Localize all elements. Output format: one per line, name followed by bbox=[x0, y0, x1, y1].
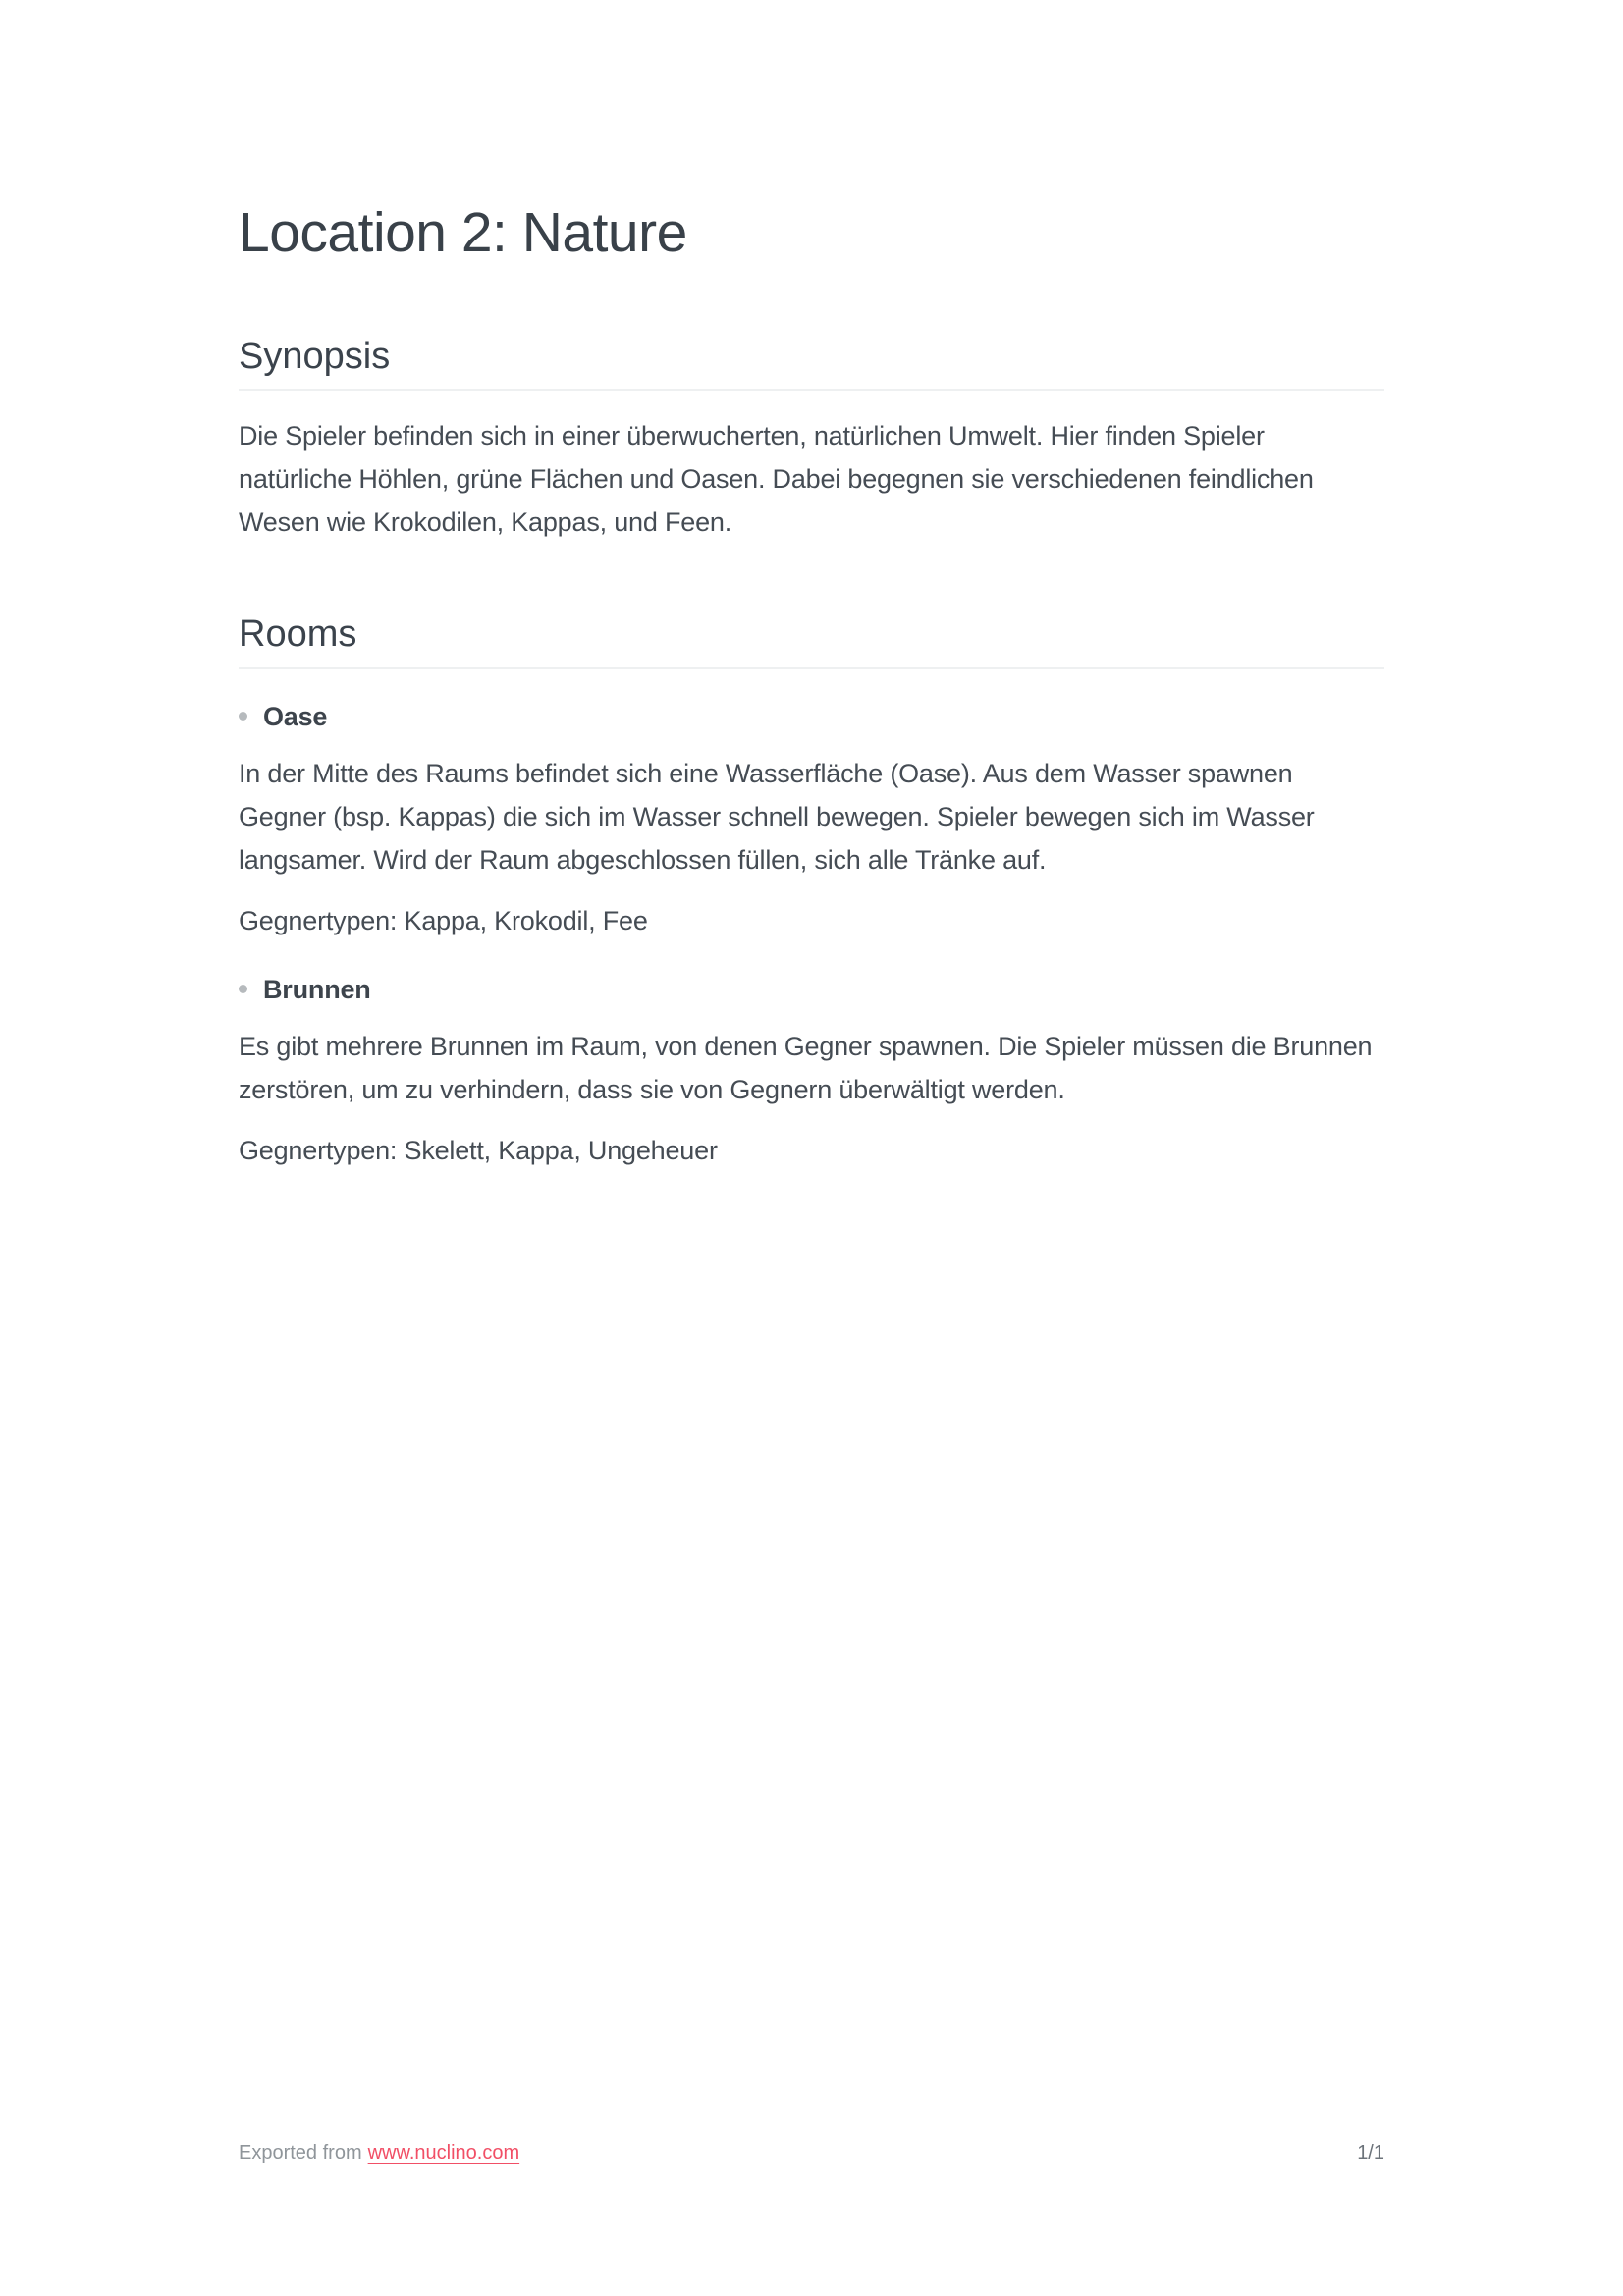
exported-from-label: Exported from bbox=[239, 2142, 362, 2163]
list-item-oase bbox=[239, 699, 1384, 734]
list-item-brunnen bbox=[239, 972, 1384, 1007]
export-attribution bbox=[239, 2140, 519, 2165]
bullet-dot-icon bbox=[239, 985, 247, 993]
nuclino-link[interactable]: www.nuclino.com bbox=[367, 2142, 520, 2163]
room-oase-description: In der Mitte des Raums befindet sich eine Wasserfläche (Oase). Aus dem Wasser spawnen Gegner (bsp. Kappas) die sich im Wasser schnell bewegen. Spieler bewegen sich im Wasser langsamer. Wird der Raum abgeschlossen füllen, sich alle Tränke auf. bbox=[239, 758, 1315, 875]
room-oase-enemy-types: Gegnertypen: Kappa, Krokodil, Fee bbox=[239, 905, 648, 935]
synopsis-paragraph: Die Spieler befinden sich in einer überwucherten, natürlichen Umwelt. Hier finden Spieler natürliche Höhlen, grüne Flächen und Oasen. Dabei begegnen sie verschiedenen feindlichen Wesen wie Krokodilen, Kappas, und Feen. bbox=[239, 421, 1314, 538]
section-rooms bbox=[239, 613, 1384, 1172]
section-heading-synopsis: Synopsis bbox=[239, 335, 1384, 392]
room-list bbox=[239, 972, 1384, 1007]
bullet-dot-icon bbox=[239, 712, 247, 721]
section-synopsis bbox=[239, 335, 1384, 545]
document-content bbox=[239, 0, 1384, 1172]
page-number: 1/1 bbox=[1357, 2142, 1384, 2163]
room-brunnen-enemy-types: Gegnertypen: Skelett, Kappa, Ungeheuer bbox=[239, 1135, 718, 1165]
room-name-brunnen: Brunnen bbox=[263, 974, 371, 1004]
page-footer bbox=[239, 2140, 1384, 2165]
room-name-oase: Oase bbox=[263, 701, 328, 731]
room-list bbox=[239, 699, 1384, 734]
section-heading-rooms: Rooms bbox=[239, 613, 1384, 669]
room-brunnen-description: Es gibt mehrere Brunnen im Raum, von denen Gegner spawnen. Die Spieler müssen die Brunnen zerstören, um zu verhindern, dass sie von Gegnern überwältigt werden. bbox=[239, 1031, 1373, 1104]
page-title: Location 2: Nature bbox=[239, 201, 687, 264]
